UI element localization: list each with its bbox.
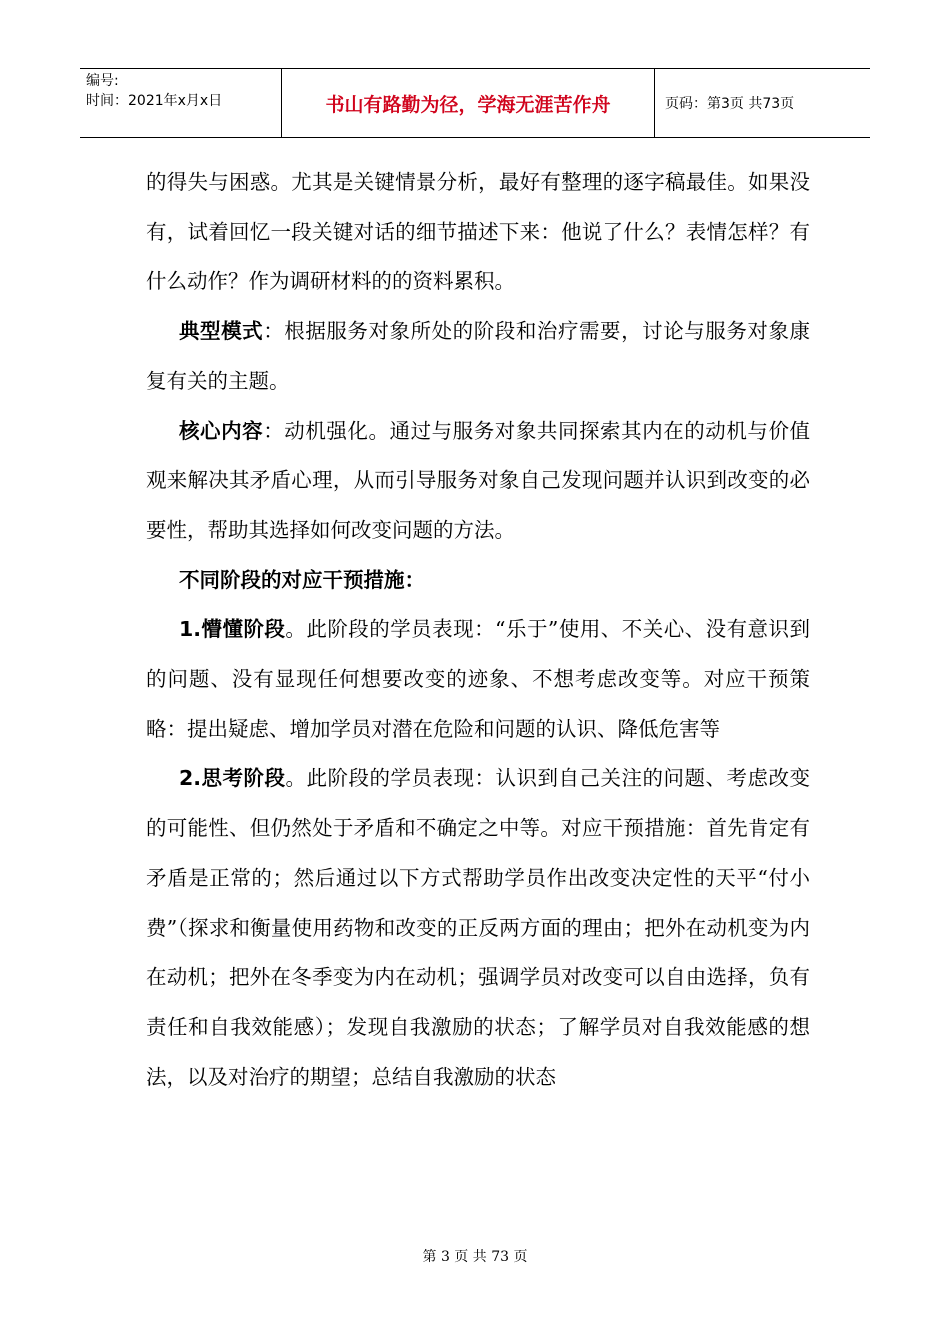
paragraph-stage-2 (146, 754, 810, 1102)
document-body (146, 158, 810, 1102)
number-label: 编号: (86, 73, 119, 89)
date-label: 时间：2021年x月x日 (86, 93, 223, 109)
paragraph-stage-1 (146, 605, 810, 754)
paragraph-typical-mode (146, 307, 810, 406)
paragraph-intro: 的得失与困惑。尤其是关键情景分析，最好有整理的逐字稿最佳。如果没有，试着回忆一段关键对话的细节描述下来：他说了什么？表情怎样？有什么动作？作为调研材料的的资料累积。 (146, 170, 810, 294)
paragraph-core-content (146, 407, 810, 556)
page-header (80, 68, 870, 138)
core-content-label: 核心内容 (179, 418, 264, 443)
header-left-cell (80, 69, 282, 137)
core-content-text: ：动机强化。通过与服务对象共同探索其内在的动机与价值观来解决其矛盾心理，从而引导服务对象自己发现问题并认识到改变的必要性，帮助其选择如何改变问题的方法。 (146, 418, 811, 542)
page-info: 页码：第3页 共73页 (665, 96, 795, 112)
typical-mode-text: ：根据服务对象所处的阶段和治疗需要，讨论与服务对象康复有关的主题。 (146, 319, 811, 393)
stage-1-label: 1.懵懂阶段 (179, 617, 286, 642)
motto: 书山有路勤为径，学海无涯苦作舟 (282, 69, 655, 137)
stage-2-label: 2.思考阶段 (179, 766, 286, 791)
typical-mode-label: 典型模式 (179, 319, 264, 344)
stage-2-text: 。此阶段的学员表现：认识到自己关注的问题、考虑改变的可能性、但仍然处于矛盾和不确定之中等。对应干预措施：首先肯定有矛盾是正常的；然后通过以下方式帮助学员作出改变决定性的天平“付小费”（探求和衡量使用药物和改变的正反两方面的理由；把外在动机变为内在动机；把外在冬季变为内在动机；强调学员对改变可以自由选择，负有责任和自我效能感）；发现自我激励的状态；了解学员对自我效能感的想法，以及对治疗的期望；总结自我激励的状态 (146, 766, 810, 1089)
section-heading: 不同阶段的对应干预措施： (179, 567, 425, 592)
page-footer: 第 3 页 共 73 页 (422, 1249, 528, 1265)
stage-1-text: 。此阶段的学员表现：“乐于”使用、不关心、没有意识到的问题、没有显现任何想要改变的迹象、不想考虑改变等。对应干预策略：提出疑虑、增加学员对潜在危险和问题的认识、降低危害等 (146, 617, 810, 741)
